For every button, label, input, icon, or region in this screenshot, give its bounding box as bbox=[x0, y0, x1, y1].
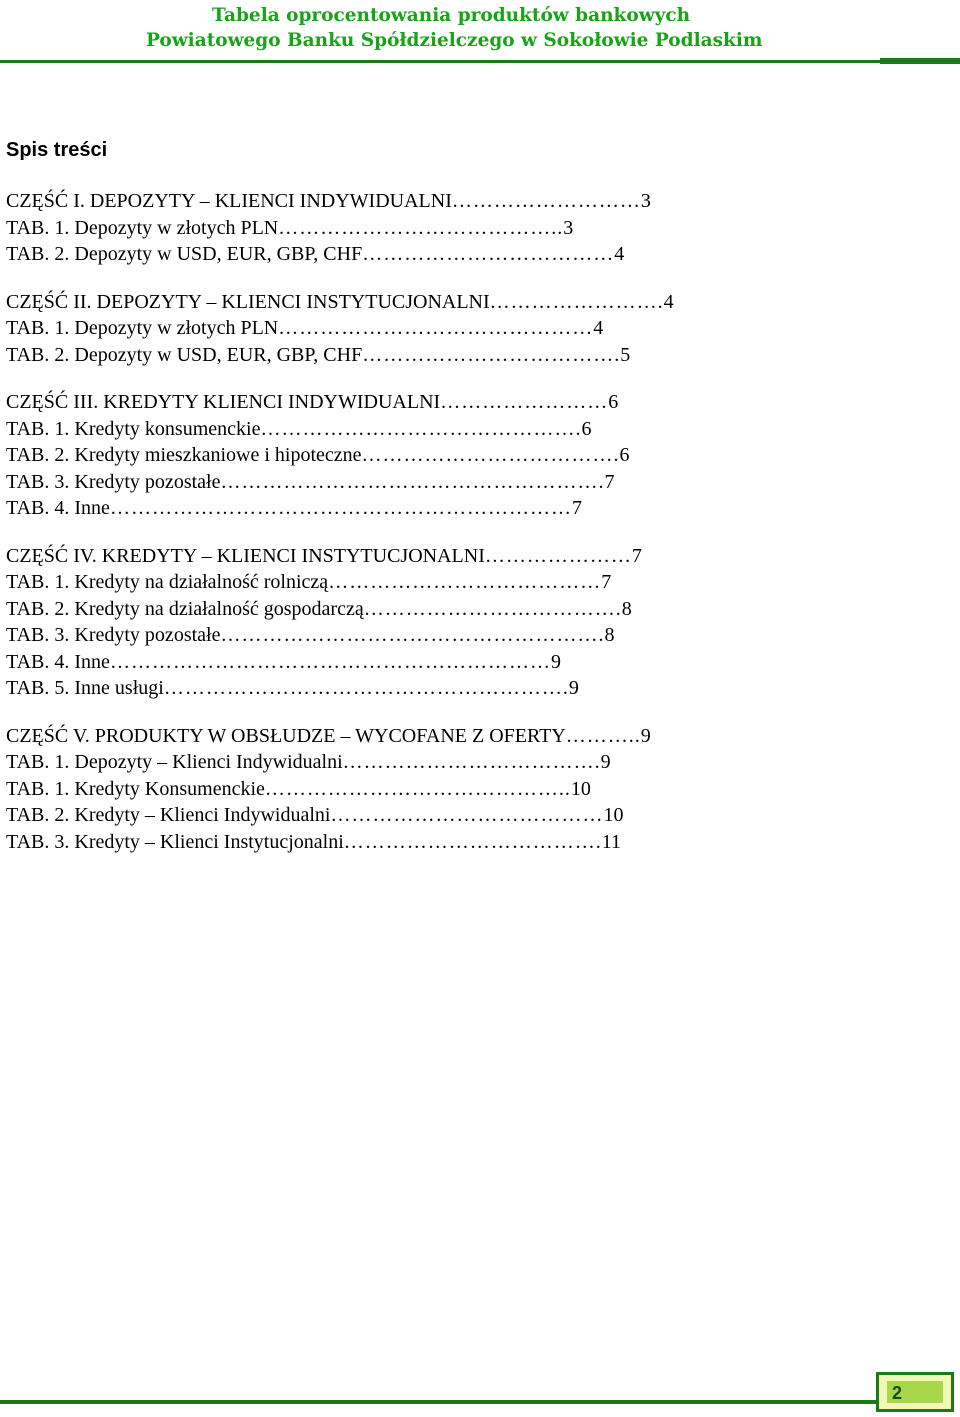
toc-entry-page: 3 bbox=[640, 190, 651, 212]
toc-entry-page: 5 bbox=[620, 343, 631, 366]
toc-section-entry[interactable] bbox=[6, 190, 886, 217]
toc-entry-label: CZĘŚĆ V. PRODUKTY W OBSŁUDZE – WYCOFANE Z OFERTY bbox=[6, 724, 566, 747]
toc-entry-leader: ………………………………. bbox=[343, 830, 602, 853]
toc-entry-label: TAB. 3. Kredyty pozostałe bbox=[6, 624, 221, 646]
toc-entry-leader: ………………………………. bbox=[363, 597, 622, 620]
toc-entry-leader: ………………………………………………. bbox=[220, 470, 605, 493]
toc-entry[interactable] bbox=[6, 418, 886, 445]
toc-entry-page: 9 bbox=[640, 724, 651, 747]
toc-entry-page: 6 bbox=[581, 417, 592, 440]
toc-entry-page: 8 bbox=[604, 624, 615, 646]
toc-entry-page: 10 bbox=[603, 804, 624, 826]
page-number: 2 bbox=[887, 1381, 943, 1403]
toc-entry-leader: ……………………… bbox=[451, 190, 641, 212]
toc-entry-page: 11 bbox=[601, 830, 622, 853]
toc-entry-label: CZĘŚĆ IV. KREDYTY – KLIENCI INSTYTUCJONALNI bbox=[6, 544, 485, 567]
toc-group bbox=[6, 391, 886, 524]
toc-entry-page: 4 bbox=[593, 317, 604, 339]
toc-entry[interactable] bbox=[6, 344, 886, 371]
header-rule-accent bbox=[880, 58, 960, 64]
toc-entry[interactable] bbox=[6, 471, 886, 498]
toc-entry[interactable] bbox=[6, 317, 886, 344]
toc-entry-leader: ………………………………………………. bbox=[220, 624, 605, 646]
toc-entry-label: TAB. 2. Kredyty – Klienci Indywidualni bbox=[6, 804, 331, 826]
toc-entry-leader: ……………………………… bbox=[362, 243, 615, 265]
toc-section-entry[interactable] bbox=[6, 291, 886, 318]
toc-heading: Spis treści bbox=[6, 139, 108, 161]
toc-entry-leader: ……….. bbox=[565, 724, 641, 747]
toc-entry-leader: …………………………………….. bbox=[264, 777, 571, 800]
toc-entry-label: TAB. 3. Kredyty – Klienci Instytucjonalni bbox=[6, 830, 344, 853]
toc-entry-leader: ………………………………. bbox=[342, 751, 601, 773]
toc-group bbox=[6, 545, 886, 704]
toc-entry-page: 7 bbox=[604, 470, 615, 493]
toc-entry-page: 4 bbox=[663, 290, 674, 313]
toc-entry-label: CZĘŚĆ II. DEPOZYTY – KLIENCI INSTYTUCJONALNI bbox=[6, 290, 490, 313]
toc-entry-page: 8 bbox=[621, 597, 632, 620]
toc-entry[interactable] bbox=[6, 598, 886, 625]
toc-entry-page: 6 bbox=[619, 444, 630, 466]
toc-entry[interactable] bbox=[6, 831, 886, 858]
toc-entry[interactable] bbox=[6, 444, 886, 471]
toc-entry-page: 4 bbox=[614, 243, 625, 265]
toc-entry-leader: ………………… bbox=[484, 544, 632, 567]
toc-entry-label: TAB. 1. Depozyty – Klienci Indywidualni bbox=[6, 751, 343, 773]
toc-entry-leader: ………………………………………. bbox=[260, 417, 582, 440]
toc-entry-label: CZĘŚĆ I. DEPOZYTY – KLIENCI INDYWIDUALNI bbox=[6, 190, 452, 212]
toc-entry-label: CZĘŚĆ III. KREDYTY KLIENCI INDYWIDUALNI bbox=[6, 391, 441, 413]
toc-entry-label: TAB. 4. Inne bbox=[6, 650, 110, 673]
toc-entry[interactable] bbox=[6, 497, 886, 524]
toc-group bbox=[6, 190, 886, 270]
page-number-badge bbox=[876, 1372, 954, 1412]
toc-entry[interactable] bbox=[6, 217, 886, 244]
header-title-line1: Tabela oprocentowania produktów bankowych bbox=[212, 5, 691, 26]
toc-entry-leader: ………………………………………………………… bbox=[109, 497, 572, 519]
toc-entry-leader: ……………………………………………………… bbox=[109, 650, 551, 673]
toc-entry-page: 6 bbox=[608, 391, 619, 413]
toc-entry-page: 9 bbox=[568, 677, 579, 699]
toc-entry-label: TAB. 1. Kredyty na działalność rolniczą bbox=[6, 571, 329, 593]
toc-entry-page: 7 bbox=[571, 497, 582, 519]
toc-entry-page: 9 bbox=[550, 650, 561, 673]
toc-section-entry[interactable] bbox=[6, 725, 886, 752]
toc-entry[interactable] bbox=[6, 751, 886, 778]
toc-entry[interactable] bbox=[6, 677, 886, 704]
toc-entry-leader: …………………… bbox=[440, 391, 609, 413]
toc-entry[interactable] bbox=[6, 243, 886, 270]
toc-entry-label: TAB. 4. Inne bbox=[6, 497, 110, 519]
page-header bbox=[0, 0, 960, 64]
toc-entry-leader: ………………………………. bbox=[362, 343, 621, 366]
toc-entry[interactable] bbox=[6, 804, 886, 831]
toc-section-entry[interactable] bbox=[6, 545, 886, 572]
toc-entry-page: 9 bbox=[600, 751, 611, 773]
footer-rule bbox=[0, 1400, 876, 1404]
toc-entry-page: 7 bbox=[601, 571, 612, 593]
toc-entry-label: TAB. 5. Inne usługi bbox=[6, 677, 164, 699]
toc-entry-label: TAB. 1. Depozyty w złotych PLN bbox=[6, 216, 279, 239]
toc-entry[interactable] bbox=[6, 624, 886, 651]
toc-group bbox=[6, 725, 886, 858]
toc-entry-label: TAB. 1. Depozyty w złotych PLN bbox=[6, 317, 279, 339]
toc-entry[interactable] bbox=[6, 778, 886, 805]
toc-group bbox=[6, 291, 886, 371]
toc-entry-label: TAB. 1. Kredyty Konsumenckie bbox=[6, 777, 265, 800]
toc-entry-page: 10 bbox=[570, 777, 591, 800]
toc-entry-leader: ………………………………….. bbox=[278, 216, 564, 239]
toc-entry-label: TAB. 2. Depozyty w USD, EUR, GBP, CHF bbox=[6, 243, 363, 265]
toc-entry-leader: ……………………. bbox=[489, 290, 664, 313]
table-of-contents bbox=[6, 190, 886, 878]
toc-entry-label: TAB. 2. Depozyty w USD, EUR, GBP, CHF bbox=[6, 343, 363, 366]
header-rule bbox=[0, 60, 880, 63]
toc-entry-leader: …………………………………………………. bbox=[163, 677, 569, 699]
toc-entry-label: TAB. 2. Kredyty na działalność gospodarczą bbox=[6, 597, 364, 620]
toc-entry-leader: ………………………………. bbox=[361, 444, 620, 466]
toc-entry[interactable] bbox=[6, 651, 886, 678]
toc-entry[interactable] bbox=[6, 571, 886, 598]
toc-entry-label: TAB. 3. Kredyty pozostałe bbox=[6, 470, 221, 493]
toc-entry-leader: ……………………………………… bbox=[278, 317, 594, 339]
toc-entry-leader: ………………………………… bbox=[330, 804, 604, 826]
toc-entry-leader: ………………………………… bbox=[328, 571, 602, 593]
toc-entry-label: TAB. 2. Kredyty mieszkaniowe i hipoteczne bbox=[6, 444, 362, 466]
header-title-line2: Powiatowego Banku Spółdzielczego w Sokołowie Podlaskim bbox=[146, 30, 763, 51]
toc-entry-label: TAB. 1. Kredyty konsumenckie bbox=[6, 417, 261, 440]
toc-entry-page: 3 bbox=[563, 216, 574, 239]
toc-section-entry[interactable] bbox=[6, 391, 886, 418]
toc-entry-page: 7 bbox=[631, 544, 642, 567]
